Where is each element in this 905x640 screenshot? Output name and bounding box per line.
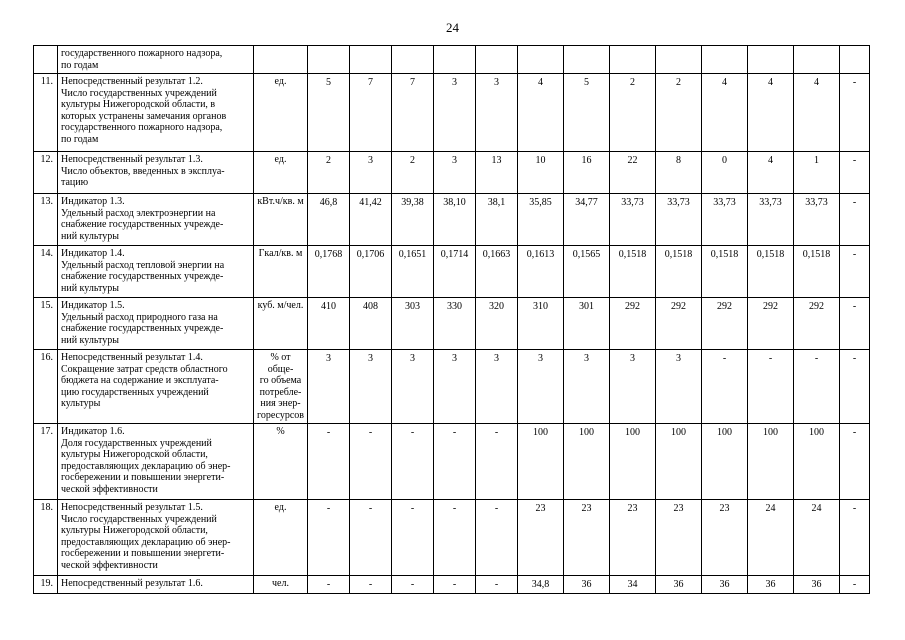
- value-cell: 38,1: [476, 194, 518, 246]
- value-cell: 8: [656, 152, 702, 194]
- value-cell: 292: [748, 298, 794, 350]
- description-line: Число государственных учреждений: [61, 87, 217, 99]
- value-cell: -: [840, 246, 870, 298]
- table-row: [34, 298, 870, 350]
- value-cell: 34: [610, 576, 656, 594]
- description-line: Удельный расход тепловой энергии на: [61, 259, 225, 271]
- description-line: снабжение государственных учрежде-: [61, 271, 224, 282]
- value-cell: [518, 46, 564, 74]
- value-cell: 39,38: [392, 194, 434, 246]
- value-cell: 2: [610, 74, 656, 152]
- description-line: Непосредственный результат 1.3.: [61, 154, 203, 165]
- value-cell: -: [308, 576, 350, 594]
- unit-of-measure: [254, 152, 308, 194]
- description-line: бюджета на содержание и эксплуата-: [61, 375, 219, 386]
- value-cell: 7: [392, 74, 434, 152]
- indicator-description: [58, 576, 254, 594]
- value-cell: 0,1613: [518, 246, 564, 298]
- description-line: Индикатор 1.6.: [61, 426, 125, 437]
- row-number: 11.: [34, 74, 58, 152]
- value-cell: 4: [748, 74, 794, 152]
- description-line: государственного пожарного надзора,: [61, 48, 223, 59]
- value-cell: 1: [794, 152, 840, 194]
- description-line: Индикатор 1.4.: [61, 248, 125, 259]
- row-number: 18.: [34, 500, 58, 576]
- value-cell: 410: [308, 298, 350, 350]
- indicators-table: [33, 45, 870, 594]
- value-cell: [476, 46, 518, 74]
- value-cell: 3: [656, 350, 702, 424]
- table-row: [34, 74, 870, 152]
- value-cell: 23: [610, 500, 656, 576]
- value-cell: 16: [564, 152, 610, 194]
- value-cell: 100: [518, 424, 564, 500]
- description-line: цию государственных учреждений: [61, 386, 209, 398]
- unit-of-measure: [254, 424, 308, 500]
- value-cell: -: [840, 74, 870, 152]
- description-line: госбережении и повышении энергети-: [61, 472, 225, 483]
- unit-of-measure: [254, 194, 308, 246]
- value-cell: 5: [308, 74, 350, 152]
- row-number: 16.: [34, 350, 58, 424]
- value-cell: 46,8: [308, 194, 350, 246]
- value-cell: [308, 46, 350, 74]
- table-row: [34, 350, 870, 424]
- value-cell: -: [308, 500, 350, 576]
- value-cell: -: [434, 500, 476, 576]
- description-line: культуры Нижегородской области,: [61, 525, 208, 536]
- value-cell: 22: [610, 152, 656, 194]
- value-cell: [350, 46, 392, 74]
- unit-line: ед.: [274, 76, 287, 87]
- value-cell: 3: [350, 152, 392, 194]
- description-line: снабжение государственных учрежде-: [61, 323, 224, 334]
- value-cell: [434, 46, 476, 74]
- description-line: Число государственных учреждений: [61, 513, 217, 525]
- description-line: Непосредственный результат 1.5.: [61, 502, 203, 513]
- value-cell: 7: [350, 74, 392, 152]
- value-cell: 100: [748, 424, 794, 500]
- row-number: [34, 46, 58, 74]
- unit-line: Гкал/кв. м: [258, 248, 303, 259]
- value-cell: 41,42: [350, 194, 392, 246]
- value-cell: 36: [748, 576, 794, 594]
- value-cell: 100: [564, 424, 610, 500]
- value-cell: 13: [476, 152, 518, 194]
- value-cell: [610, 46, 656, 74]
- table-row: [34, 46, 870, 74]
- unit-line: ед.: [274, 154, 287, 165]
- value-cell: -: [702, 350, 748, 424]
- value-cell: [702, 46, 748, 74]
- description-line: Индикатор 1.3.: [61, 196, 125, 207]
- value-cell: -: [434, 576, 476, 594]
- value-cell: -: [392, 576, 434, 594]
- value-cell: -: [308, 424, 350, 500]
- row-number: 13.: [34, 194, 58, 246]
- value-cell: 3: [392, 350, 434, 424]
- indicator-description: [58, 500, 254, 576]
- indicator-description: [58, 74, 254, 152]
- value-cell: 3: [350, 350, 392, 424]
- value-cell: 310: [518, 298, 564, 350]
- description-line: государственного пожарного надзора,: [61, 122, 223, 133]
- description-line: по годам: [61, 59, 99, 71]
- description-line: предоставляющих декларацию об энер-: [61, 460, 231, 472]
- unit-of-measure: [254, 74, 308, 152]
- value-cell: 100: [702, 424, 748, 500]
- description-line: ний культуры: [61, 334, 119, 346]
- value-cell: 23: [656, 500, 702, 576]
- row-number: 15.: [34, 298, 58, 350]
- value-cell: 0,1518: [702, 246, 748, 298]
- description-line: культуры Нижегородской области, в: [61, 99, 216, 110]
- description-line: Непосредственный результат 1.4.: [61, 352, 203, 363]
- value-cell: 0,1651: [392, 246, 434, 298]
- unit-line: куб. м/чел.: [257, 300, 304, 311]
- unit-line: ед.: [274, 502, 287, 513]
- value-cell: 23: [518, 500, 564, 576]
- description-line: предоставляющих декларацию об энер-: [61, 536, 231, 548]
- table-row: [34, 424, 870, 500]
- value-cell: -: [840, 500, 870, 576]
- table-row: [34, 152, 870, 194]
- indicator-description: [58, 246, 254, 298]
- value-cell: 330: [434, 298, 476, 350]
- value-cell: 0,1518: [794, 246, 840, 298]
- value-cell: 3: [564, 350, 610, 424]
- description-line: культуры Нижегородской области,: [61, 449, 208, 460]
- value-cell: 3: [434, 74, 476, 152]
- value-cell: -: [840, 152, 870, 194]
- value-cell: 33,73: [748, 194, 794, 246]
- value-cell: [794, 46, 840, 74]
- description-line: Число объектов, введенных в эксплуа-: [61, 165, 225, 177]
- value-cell: -: [840, 298, 870, 350]
- value-cell: [392, 46, 434, 74]
- value-cell: -: [350, 576, 392, 594]
- description-line: Индикатор 1.5.: [61, 300, 125, 311]
- table-row: [34, 500, 870, 576]
- description-line: которых устранены замечания органов: [61, 110, 227, 122]
- description-line: снабжение государственных учрежде-: [61, 219, 224, 230]
- indicator-description: [58, 152, 254, 194]
- value-cell: -: [840, 576, 870, 594]
- value-cell: 100: [656, 424, 702, 500]
- value-cell: 4: [702, 74, 748, 152]
- value-cell: -: [476, 500, 518, 576]
- value-cell: 0,1714: [434, 246, 476, 298]
- value-cell: 2: [656, 74, 702, 152]
- value-cell: 3: [476, 74, 518, 152]
- value-cell: -: [476, 576, 518, 594]
- description-line: культуры: [61, 398, 101, 409]
- value-cell: 33,73: [794, 194, 840, 246]
- value-cell: 36: [794, 576, 840, 594]
- value-cell: 100: [794, 424, 840, 500]
- description-line: Непосредственный результат 1.6.: [61, 578, 203, 589]
- value-cell: 35,85: [518, 194, 564, 246]
- unit-line: кВт.ч/кв. м: [257, 196, 304, 207]
- value-cell: 3: [518, 350, 564, 424]
- value-cell: 320: [476, 298, 518, 350]
- value-cell: -: [794, 350, 840, 424]
- value-cell: 24: [748, 500, 794, 576]
- value-cell: 24: [794, 500, 840, 576]
- description-line: Непосредственный результат 1.2.: [61, 76, 203, 87]
- table-row: [34, 194, 870, 246]
- table-row: [34, 246, 870, 298]
- value-cell: 33,73: [702, 194, 748, 246]
- indicator-description: [58, 298, 254, 350]
- value-cell: 23: [564, 500, 610, 576]
- value-cell: 34,8: [518, 576, 564, 594]
- value-cell: 3: [434, 350, 476, 424]
- row-number: 12.: [34, 152, 58, 194]
- value-cell: 0,1565: [564, 246, 610, 298]
- value-cell: 292: [794, 298, 840, 350]
- value-cell: 10: [518, 152, 564, 194]
- description-line: ний культуры: [61, 282, 119, 294]
- value-cell: 0,1706: [350, 246, 392, 298]
- unit-line: горесурсов: [257, 409, 305, 421]
- value-cell: 33,73: [610, 194, 656, 246]
- value-cell: 0,1768: [308, 246, 350, 298]
- value-cell: 408: [350, 298, 392, 350]
- value-cell: 0,1518: [610, 246, 656, 298]
- value-cell: 2: [392, 152, 434, 194]
- unit-of-measure: [254, 246, 308, 298]
- unit-line: %: [276, 426, 285, 437]
- value-cell: -: [392, 500, 434, 576]
- unit-line: % от обще-: [267, 352, 294, 375]
- description-line: Удельный расход электроэнергии на: [61, 207, 216, 219]
- description-line: ческой эффективности: [61, 483, 158, 495]
- indicator-description: [58, 46, 254, 74]
- value-cell: 0,1518: [656, 246, 702, 298]
- value-cell: 292: [702, 298, 748, 350]
- value-cell: -: [434, 424, 476, 500]
- value-cell: 100: [610, 424, 656, 500]
- description-line: ческой эффективности: [61, 559, 158, 571]
- value-cell: [564, 46, 610, 74]
- unit-of-measure: [254, 576, 308, 594]
- unit-line: чел.: [272, 578, 289, 589]
- value-cell: 36: [656, 576, 702, 594]
- description-line: Доля государственных учреждений: [61, 437, 212, 449]
- description-line: ний культуры: [61, 230, 119, 242]
- value-cell: 292: [656, 298, 702, 350]
- value-cell: [748, 46, 794, 74]
- row-number: 17.: [34, 424, 58, 500]
- value-cell: -: [748, 350, 794, 424]
- value-cell: 4: [748, 152, 794, 194]
- row-number: 14.: [34, 246, 58, 298]
- value-cell: 292: [610, 298, 656, 350]
- value-cell: 303: [392, 298, 434, 350]
- value-cell: 3: [476, 350, 518, 424]
- value-cell: -: [840, 194, 870, 246]
- unit-line: ния энер-: [260, 398, 301, 409]
- unit-line: го объема: [259, 375, 302, 386]
- value-cell: 4: [518, 74, 564, 152]
- value-cell: -: [840, 350, 870, 424]
- value-cell: 38,10: [434, 194, 476, 246]
- value-cell: -: [840, 424, 870, 500]
- unit-of-measure: [254, 46, 308, 74]
- value-cell: 0: [702, 152, 748, 194]
- indicator-description: [58, 350, 254, 424]
- value-cell: -: [392, 424, 434, 500]
- indicator-description: [58, 424, 254, 500]
- row-number: 19.: [34, 576, 58, 594]
- value-cell: 3: [434, 152, 476, 194]
- value-cell: 2: [308, 152, 350, 194]
- description-line: тацию: [61, 177, 89, 188]
- table-row: [34, 576, 870, 594]
- value-cell: 23: [702, 500, 748, 576]
- value-cell: -: [350, 424, 392, 500]
- value-cell: 301: [564, 298, 610, 350]
- unit-of-measure: [254, 350, 308, 424]
- page-number: 24: [446, 20, 459, 35]
- value-cell: 0,1663: [476, 246, 518, 298]
- value-cell: 3: [308, 350, 350, 424]
- value-cell: [656, 46, 702, 74]
- table-body: [34, 46, 870, 594]
- value-cell: 3: [610, 350, 656, 424]
- value-cell: -: [350, 500, 392, 576]
- value-cell: -: [476, 424, 518, 500]
- value-cell: 36: [564, 576, 610, 594]
- description-line: по годам: [61, 133, 99, 145]
- value-cell: [840, 46, 870, 74]
- value-cell: 36: [702, 576, 748, 594]
- value-cell: 34,77: [564, 194, 610, 246]
- value-cell: 33,73: [656, 194, 702, 246]
- unit-of-measure: [254, 298, 308, 350]
- value-cell: 4: [794, 74, 840, 152]
- value-cell: 0,1518: [748, 246, 794, 298]
- description-line: Сокращение затрат средств областного: [61, 363, 228, 375]
- unit-line: потребле-: [259, 386, 302, 398]
- description-line: госбережении и повышении энергети-: [61, 548, 225, 559]
- unit-of-measure: [254, 500, 308, 576]
- indicator-description: [58, 194, 254, 246]
- value-cell: 5: [564, 74, 610, 152]
- description-line: Удельный расход природного газа на: [61, 311, 218, 323]
